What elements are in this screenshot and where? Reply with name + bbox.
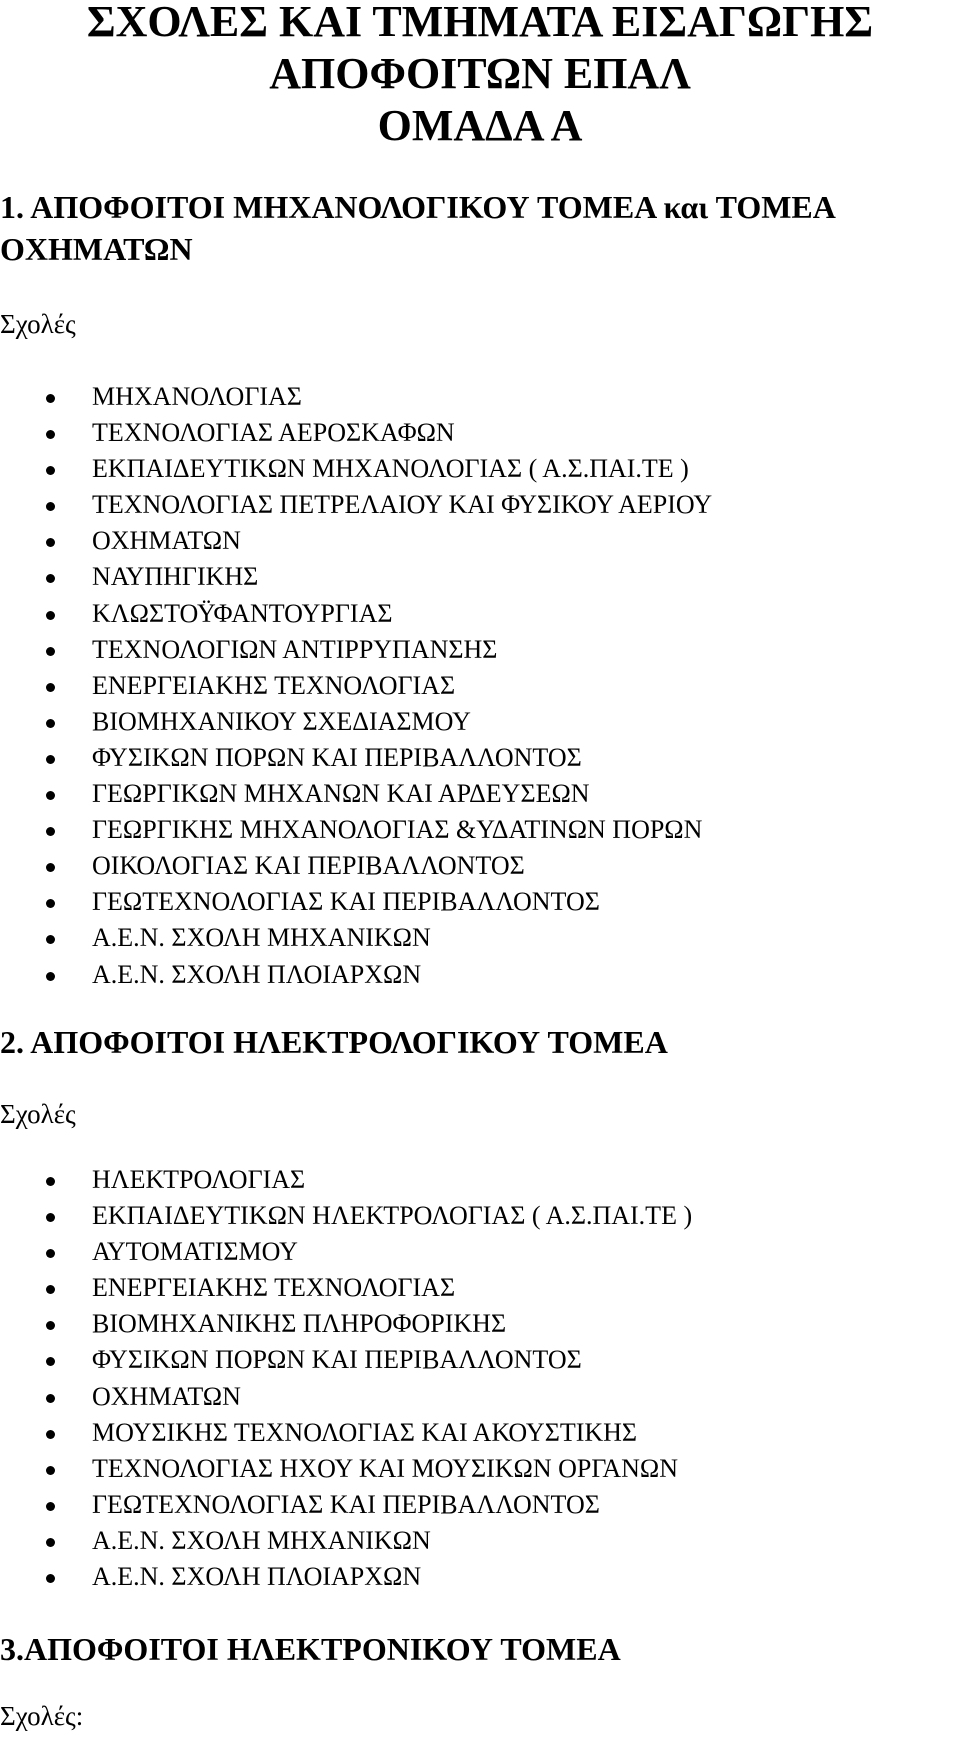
bullet-icon [46,935,55,944]
list-item-label: ΗΛΕΚΤΡΟΛΟΓΙΑΣ [92,1165,306,1194]
list-item-label: ΟΙΚΟΛΟΓΙΑΣ ΚΑΙ ΠΕΡΙΒΑΛΛΟΝΤΟΣ [92,851,525,881]
list-item-label: ΒΙΟΜΗΧΑΝΙΚΗΣ ΠΛΗΡΟΦΟΡΙΚΗΣ [92,1309,507,1339]
list-item [0,379,940,415]
section-2-heading-line-1: 2. ΑΠΟΦΟΙΤΟΙ ΗΛΕΚΤΡΟΛΟΓΙΚΟΥ ΤΟΜΕΑ [0,1024,668,1060]
list-item-label: ΓΕΩΤΕΧΝΟΛΟΓΙΑΣ ΚΑΙ ΠΕΡΙΒΑΛΛΟΝΤΟΣ [92,1489,600,1519]
section-3-schools-label: Σχολές: [0,1701,84,1731]
list-item [0,668,940,704]
bullet-icon [46,538,55,547]
list-item [0,415,940,451]
list-item [0,1342,940,1378]
list-item [0,1559,940,1595]
list-item [0,1198,940,1234]
bullet-icon [46,1249,55,1258]
bullet-icon [46,574,55,583]
list-item [0,1523,940,1559]
list-item-label: Α.Ε.Ν. ΣΧΟΛΗ ΜΗΧΑΝΙΚΩΝ [92,1525,431,1555]
page-title [0,0,960,152]
bullet-icon [46,394,55,403]
page-title-line-1: ΣΧΟΛΕΣ ΚΑΙ ΤΜΗΜΑΤΑ ΕΙΣΑΓΩΓΗΣ [86,0,874,46]
list-item-label: Α.Ε.Ν. ΣΧΟΛΗ ΜΗΧΑΝΙΚΩΝ [92,923,431,953]
section-3-heading [0,1628,940,1670]
bullet-icon [46,647,55,656]
list-item-label: Α.Ε.Ν. ΣΧΟΛΗ ΠΛΟΙΑΡΧΩΝ [92,1562,422,1592]
list-item-label: Α.Ε.Ν. ΣΧΟΛΗ ΠΛΟΙΑΡΧΩΝ [92,959,422,989]
list-item-label: ΦΥΣΙΚΩΝ ΠΟΡΩΝ ΚΑΙ ΠΕΡΙΒΑΛΛΟΝΤΟΣ [92,1345,582,1375]
list-item [0,632,940,668]
bullet-icon [46,683,55,692]
list-item [0,1451,940,1487]
list-item [0,1162,940,1198]
list-item-label: ΤΕΧΝΟΛΟΓΙΩΝ ΑΝΤΙΡΡΥΠΑΝΣΗΣ [92,634,498,664]
list-item-label: ΟΧΗΜΑΤΩΝ [92,526,241,556]
bullet-icon [46,502,55,511]
page-title-line-2: ΑΠΟΦΟΙΤΩΝ ΕΠΑΛ [269,49,691,98]
list-item-label: ΦΥΣΙΚΩΝ ΠΟΡΩΝ ΚΑΙ ΠΕΡΙΒΑΛΛΟΝΤΟΣ [92,742,582,772]
list-item [0,884,940,920]
bullet-icon [46,1285,55,1294]
list-item [0,848,940,884]
bullet-icon [46,972,55,981]
list-item [0,1415,940,1451]
bullet-icon [46,791,55,800]
list-item-label: ΤΕΧΝΟΛΟΓΙΑΣ ΗΧΟΥ ΚΑΙ ΜΟΥΣΙΚΩΝ ΟΡΓΑΝΩΝ [92,1453,679,1483]
list-item-label: ΓΕΩΡΓΙΚΩΝ ΜΗΧΑΝΩΝ ΚΑΙ ΑΡΔΕΥΣΕΩΝ [92,779,590,809]
bullet-icon [46,430,55,439]
list-item [0,704,940,740]
list-item [0,776,940,812]
bullet-icon [46,466,55,475]
section-1-heading-line-1: 1. ΑΠΟΦΟΙΤΟΙ ΜΗΧΑΝΟΛΟΓΙΚΟΥ ΤΟΜΕΑ και ΤΟΜΕΑ [0,189,836,225]
list-item [0,957,940,993]
bullet-icon [46,1466,55,1475]
list-item-label: ΓΕΩΤΕΧΝΟΛΟΓΙΑΣ ΚΑΙ ΠΕΡΙΒΑΛΛΟΝΤΟΣ [92,887,600,917]
list-item [0,1270,940,1306]
section-1-heading-line-2: ΟΧΗΜΑΤΩΝ [0,231,193,267]
page-title-line-3: ΟΜΑΔΑ Α [377,101,583,150]
list-item-label: ΕΝΕΡΓΕΙΑΚΗΣ ΤΕΧΝΟΛΟΓΙΑΣ [92,670,456,700]
bullet-icon [46,1502,55,1511]
list-item [0,1487,940,1523]
list-item-label: ΓΕΩΡΓΙΚΗΣ ΜΗΧΑΝΟΛΟΓΙΑΣ &ΥΔΑΤΙΝΩΝ ΠΟΡΩΝ [92,815,703,845]
section-3-heading-line-1: 3.ΑΠΟΦΟΙΤΟΙ ΗΛΕΚΤΡΟΝΙΚΟΥ ΤΟΜΕΑ [0,1631,621,1667]
list-item [0,523,940,559]
list-item [0,1234,940,1270]
bullet-icon [46,1430,55,1439]
bullet-icon [46,1394,55,1403]
bullet-icon [46,755,55,764]
list-item-label: ΝΑΥΠΗΓΙΚΗΣ [92,562,259,592]
list-item-label: ΚΛΩΣΤΟΫΦΑΝΤΟΥΡΓΙΑΣ [92,598,393,628]
list-item [0,1306,940,1342]
list-item [0,740,940,776]
list-item [0,1379,940,1415]
section-2-schools-list [0,1162,940,1595]
bullet-icon [46,1177,55,1186]
section-1-schools-list [0,379,940,993]
list-item-label: ΜΟΥΣΙΚΗΣ ΤΕΧΝΟΛΟΓΙΑΣ ΚΑΙ ΑΚΟΥΣΤΙΚΗΣ [92,1417,638,1447]
list-item [0,920,940,956]
bullet-icon [46,1321,55,1330]
section-2-schools-label: Σχολές [0,1099,76,1129]
list-item [0,596,940,632]
list-item [0,451,940,487]
section-1-schools-label: Σχολές [0,309,76,339]
list-item-label: ΤΕΧΝΟΛΟΓΙΑΣ ΠΕΤΡΕΛΑΙΟΥ ΚΑΙ ΦΥΣΙΚΟΥ ΑΕΡΙΟΥ [92,490,713,520]
list-item-label: ΕΚΠΑΙΔΕΥΤΙΚΩΝ ΗΛΕΚΤΡΟΛΟΓΙΑΣ ( Α.Σ.ΠΑΙ.ΤΕ ) [92,1201,693,1231]
bullet-icon [46,863,55,872]
bullet-icon [46,1357,55,1366]
list-item-label: ΕΚΠΑΙΔΕΥΤΙΚΩΝ ΜΗΧΑΝΟΛΟΓΙΑΣ ( Α.Σ.ΠΑΙ.ΤΕ ) [92,454,689,484]
section-2-heading [0,1021,940,1063]
bullet-icon [46,611,55,620]
bullet-icon [46,1574,55,1583]
bullet-icon [46,827,55,836]
list-item [0,487,940,523]
section-1-heading [0,186,940,270]
bullet-icon [46,719,55,728]
list-item-label: ΜΗΧΑΝΟΛΟΓΙΑΣ [92,382,302,411]
bullet-icon [46,1213,55,1222]
list-item-label: ΤΕΧΝΟΛΟΓΙΑΣ ΑΕΡΟΣΚΑΦΩΝ [92,418,455,448]
list-item [0,559,940,595]
bullet-icon [46,1538,55,1547]
list-item [0,812,940,848]
list-item-label: ΑΥΤΟΜΑΤΙΣΜΟΥ [92,1237,298,1267]
list-item-label: ΕΝΕΡΓΕΙΑΚΗΣ ΤΕΧΝΟΛΟΓΙΑΣ [92,1273,456,1303]
list-item-label: ΟΧΗΜΑΤΩΝ [92,1381,241,1411]
list-item-label: ΒΙΟΜΗΧΑΝΙΚΟΥ ΣΧΕΔΙΑΣΜΟΥ [92,706,471,736]
bullet-icon [46,899,55,908]
